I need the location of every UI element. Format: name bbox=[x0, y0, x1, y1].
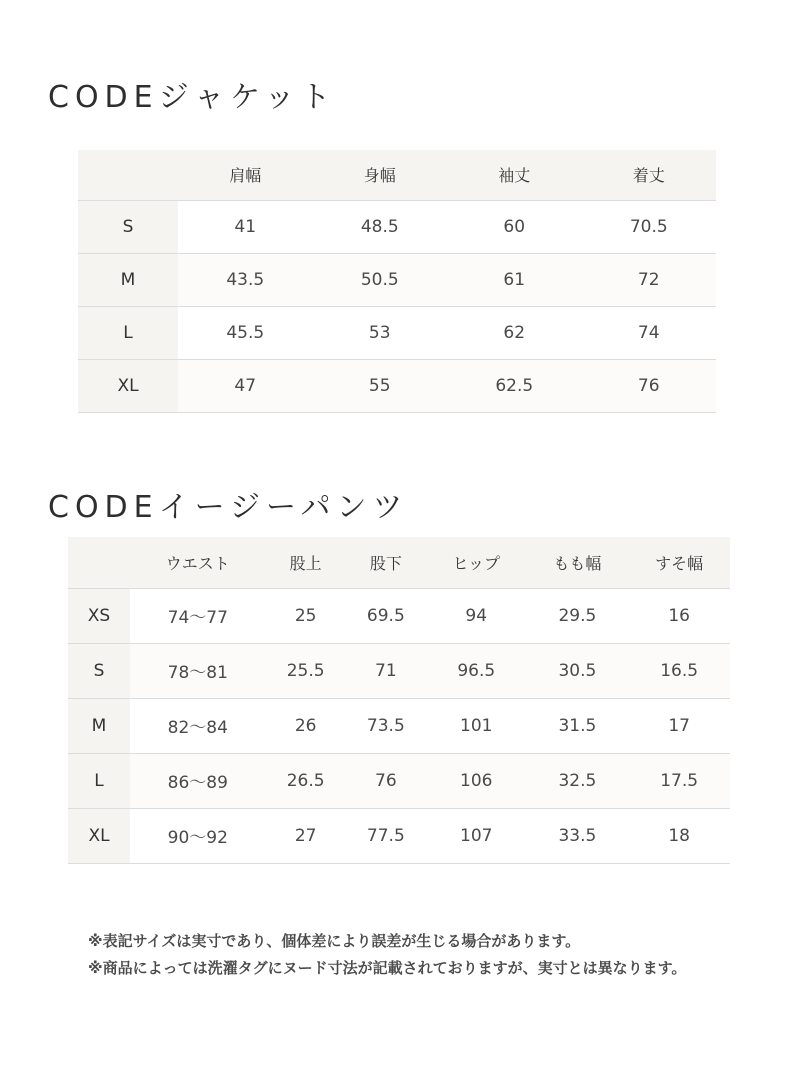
header-cell-rise: 股上 bbox=[266, 537, 346, 588]
table-cell: 94 bbox=[426, 588, 527, 643]
note-line: ※表記サイズは実寸であり、個体差により誤差が生じる場合があります。 bbox=[88, 932, 581, 950]
size-label: XL bbox=[68, 808, 130, 863]
header-cell-hip: ヒップ bbox=[426, 537, 527, 588]
header-cell-body-width: 身幅 bbox=[313, 150, 448, 200]
table-cell: 18 bbox=[628, 808, 730, 863]
table-cell: 25 bbox=[266, 588, 346, 643]
table-cell: 77.5 bbox=[346, 808, 426, 863]
table-cell: 30.5 bbox=[527, 643, 629, 698]
table-row bbox=[78, 359, 716, 412]
table-cell: 32.5 bbox=[527, 753, 629, 808]
table-cell: 25.5 bbox=[266, 643, 346, 698]
size-label: L bbox=[68, 753, 130, 808]
header-cell-sleeve-length: 袖丈 bbox=[447, 150, 582, 200]
table-cell: 53 bbox=[313, 306, 448, 359]
table-cell: 107 bbox=[426, 808, 527, 863]
table-row bbox=[78, 306, 716, 359]
size-label: M bbox=[68, 698, 130, 753]
table-cell: 62.5 bbox=[447, 359, 582, 412]
table-cell: 55 bbox=[313, 359, 448, 412]
table-cell: 29.5 bbox=[527, 588, 629, 643]
table-cell: 74〜77 bbox=[130, 588, 266, 643]
pants-title: CODEイージーパンツ bbox=[48, 490, 409, 525]
size-label: S bbox=[68, 643, 130, 698]
table-row bbox=[68, 588, 730, 643]
table-row bbox=[68, 808, 730, 863]
table-cell: 96.5 bbox=[426, 643, 527, 698]
table-cell: 60 bbox=[447, 200, 582, 253]
table-cell: 41 bbox=[178, 200, 313, 253]
table-cell: 16 bbox=[628, 588, 730, 643]
header-cell-corner bbox=[78, 150, 178, 200]
table-cell: 45.5 bbox=[178, 306, 313, 359]
table-cell: 16.5 bbox=[628, 643, 730, 698]
jacket-title: CODEジャケット bbox=[48, 80, 337, 115]
table-cell: 26 bbox=[266, 698, 346, 753]
table-row bbox=[78, 253, 716, 306]
table-cell: 48.5 bbox=[313, 200, 448, 253]
size-label: XS bbox=[68, 588, 130, 643]
table-cell: 90〜92 bbox=[130, 808, 266, 863]
jacket-size-table bbox=[78, 150, 716, 413]
table-cell: 62 bbox=[447, 306, 582, 359]
header-cell-corner bbox=[68, 537, 130, 588]
table-row bbox=[68, 698, 730, 753]
table-cell: 61 bbox=[447, 253, 582, 306]
size-label: S bbox=[78, 200, 178, 253]
size-label: L bbox=[78, 306, 178, 359]
table-cell: 78〜81 bbox=[130, 643, 266, 698]
header-cell-hem-width: すそ幅 bbox=[628, 537, 730, 588]
table-cell: 73.5 bbox=[346, 698, 426, 753]
table-cell: 74 bbox=[582, 306, 717, 359]
table-cell: 71 bbox=[346, 643, 426, 698]
table-row bbox=[68, 753, 730, 808]
header-cell-shoulder-width: 肩幅 bbox=[178, 150, 313, 200]
size-notes bbox=[88, 928, 728, 982]
table-cell: 76 bbox=[582, 359, 717, 412]
table-cell: 72 bbox=[582, 253, 717, 306]
header-cell-inseam: 股下 bbox=[346, 537, 426, 588]
table-cell: 50.5 bbox=[313, 253, 448, 306]
table-cell: 31.5 bbox=[527, 698, 629, 753]
table-cell: 43.5 bbox=[178, 253, 313, 306]
table-cell: 17.5 bbox=[628, 753, 730, 808]
header-cell-thigh-width: もも幅 bbox=[527, 537, 629, 588]
note-line: ※商品によっては洗濯タグにヌード寸法が記載されておりますが、実寸とは異なります。 bbox=[88, 959, 687, 977]
table-cell: 47 bbox=[178, 359, 313, 412]
pants-size-table bbox=[68, 537, 730, 864]
size-label: M bbox=[78, 253, 178, 306]
table-cell: 69.5 bbox=[346, 588, 426, 643]
table-header-row bbox=[78, 150, 716, 200]
table-cell: 76 bbox=[346, 753, 426, 808]
table-cell: 26.5 bbox=[266, 753, 346, 808]
table-cell: 33.5 bbox=[527, 808, 629, 863]
table-cell: 101 bbox=[426, 698, 527, 753]
table-row bbox=[78, 200, 716, 253]
size-label: XL bbox=[78, 359, 178, 412]
table-cell: 17 bbox=[628, 698, 730, 753]
table-cell: 86〜89 bbox=[130, 753, 266, 808]
header-cell-waist: ウエスト bbox=[130, 537, 266, 588]
header-cell-total-length: 着丈 bbox=[582, 150, 717, 200]
table-cell: 70.5 bbox=[582, 200, 717, 253]
table-cell: 82〜84 bbox=[130, 698, 266, 753]
table-row bbox=[68, 643, 730, 698]
table-header-row bbox=[68, 537, 730, 588]
table-cell: 106 bbox=[426, 753, 527, 808]
table-cell: 27 bbox=[266, 808, 346, 863]
